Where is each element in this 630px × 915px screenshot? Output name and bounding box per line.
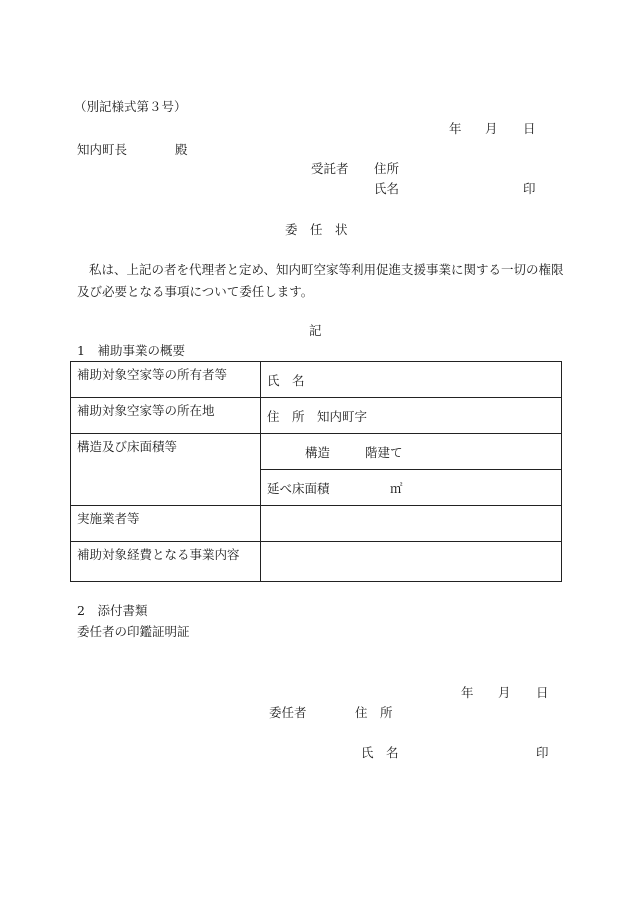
location-label-cell — [71, 398, 261, 434]
owner-label-cell — [71, 362, 261, 398]
floor-area-unit: ㎡ — [390, 481, 403, 496]
owner-value-cell[interactable] — [261, 362, 562, 398]
header-date-day: 日 — [523, 121, 536, 136]
header-date-year: 年 — [449, 121, 462, 136]
addressee-honorific: 殿 — [175, 142, 188, 157]
owner-value: 氏 名 — [267, 373, 305, 388]
contractor-value-cell[interactable] — [261, 506, 562, 542]
structure-value-b: 階建て — [365, 445, 403, 460]
body-line-1: 私は、上記の者を代理者と定め、知内町空家等利用促進支援事業に関する一切の権限 — [89, 262, 564, 277]
attachment-item: 委任者の印鑑証明証 — [77, 624, 190, 639]
overview-table — [70, 361, 562, 582]
section2-heading: 2 添付書類 — [77, 603, 148, 618]
trustee-name-label: 氏名 — [374, 181, 400, 196]
structure-value-a: 構造 — [305, 445, 331, 460]
delegator-address-label: 住 所 — [355, 705, 393, 720]
delegator-label: 委任者 — [269, 705, 307, 720]
location-label: 補助対象空家等の所在地 — [77, 403, 215, 418]
content-value-cell[interactable] — [261, 542, 562, 582]
table-row-contractor — [71, 506, 562, 542]
table-row-location — [71, 398, 562, 434]
document-title: 委 任 状 — [285, 222, 348, 237]
addressee: 知内町長 — [77, 142, 128, 157]
section1-heading: 1 補助事業の概要 — [77, 343, 185, 358]
contractor-label-cell — [71, 506, 261, 542]
structure-label: 構造及び床面積等 — [77, 439, 178, 454]
trustee-address-label: 住所 — [374, 161, 400, 176]
footer-date-day: 日 — [536, 685, 549, 700]
structure-value-cell[interactable] — [261, 434, 562, 470]
structure-label-cell — [71, 434, 261, 506]
floor-area-label: 延べ床面積 — [267, 481, 330, 496]
ki-mark: 記 — [309, 323, 322, 338]
table-row-structure — [71, 434, 562, 470]
delegator-seal: 印 — [536, 745, 549, 760]
trustee-label: 受託者 — [311, 161, 349, 176]
form-number: （別記様式第３号） — [74, 99, 187, 114]
header-date-month: 月 — [485, 121, 498, 136]
table-row-content — [71, 542, 562, 582]
contractor-label: 実施業者等 — [77, 511, 140, 526]
delegator-name-label: 氏 名 — [361, 745, 399, 760]
body-line-2: 及び必要となる事項について委任します。 — [77, 284, 314, 299]
content-label: 補助対象経費となる事業内容 — [77, 547, 240, 562]
floor-area-value-cell[interactable] — [261, 470, 562, 506]
location-value-cell[interactable] — [261, 398, 562, 434]
trustee-seal: 印 — [523, 181, 536, 196]
table-row-owner — [71, 362, 562, 398]
footer-date-year: 年 — [461, 685, 474, 700]
footer-date-month: 月 — [498, 685, 511, 700]
content-label-cell — [71, 542, 261, 582]
owner-label: 補助対象空家等の所有者等 — [77, 367, 228, 382]
location-value: 住 所 知内町字 — [267, 409, 368, 424]
